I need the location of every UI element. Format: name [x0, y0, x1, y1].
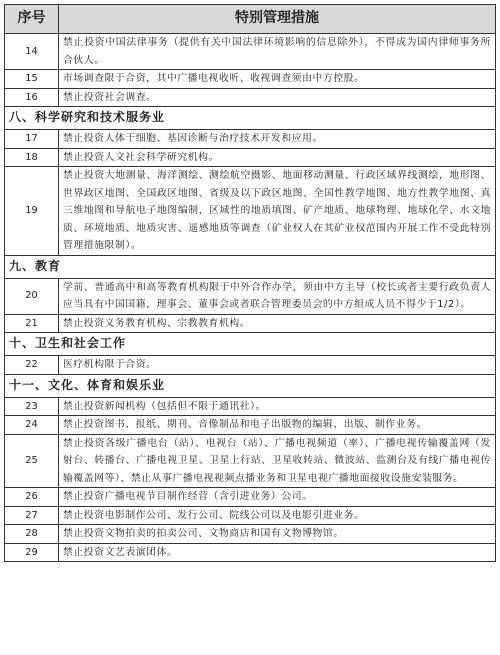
row-number: 16	[5, 88, 59, 107]
row-number: 15	[5, 70, 59, 89]
row-number: 25	[5, 434, 59, 488]
row-number: 24	[5, 416, 59, 435]
table-body	[5, 34, 496, 562]
row-number: 18	[5, 148, 59, 167]
row-number: 22	[5, 356, 59, 375]
table-row	[5, 525, 496, 544]
measure-text: 禁止投资各级广播电台（站）、电视台（站）、广播电视频道（率）、广播电视传输覆盖网（发射台、转播台、广播电视卫星、卫星上行站、卫星收转站、微波站、监测台及有线广播电视传输覆盖网等），禁止从事广播电视视频点播业务和卫星电视广播地面接收设施安装服务。	[59, 434, 496, 488]
section-heading-row	[5, 107, 496, 130]
measure-text: 禁止投资文物拍卖的拍卖公司、文物商店和国有文物博物馆。	[59, 525, 496, 544]
measure-text: 禁止投资中国法律事务（提供有关中国法律环境影响的信息除外），不得成为国内律师事务所合伙人。	[59, 34, 496, 70]
section-heading: 十一、文化、体育和娱乐业	[5, 374, 496, 397]
measure-text: 禁止投资新闻机构（包括但不限于通讯社）。	[59, 397, 496, 416]
measure-text: 禁止投资文艺表演团体。	[59, 543, 496, 562]
measure-text: 禁止投资义务教育机构、宗教教育机构。	[59, 314, 496, 333]
table-row	[5, 314, 496, 333]
table-row	[5, 278, 496, 314]
table-row	[5, 88, 496, 107]
measures-table	[4, 4, 496, 562]
measure-text: 禁止投资大地测量、海洋测绘、测绘航空摄影、地面移动测量、行政区域界线测绘，地形图、世界政区地图、全国政区地图、省级及以下政区地图、全国性教学地图、地方性教学地图、真三维地图和导航电子地图编制，区域性的地质填图、矿产地质、地球物理、地球化学、水文地质、环境地质、地质灾害、遥感地质等调查（矿业权人在其矿业权范围内开展工作不受此特别管理措施限制）。	[59, 167, 496, 256]
measure-text: 禁止投资图书、报纸、期刊、音像制品和电子出版物的编辑、出版、制作业务。	[59, 416, 496, 435]
measure-text: 禁止投资社会调查。	[59, 88, 496, 107]
table-header-row	[5, 5, 496, 34]
row-number: 21	[5, 314, 59, 333]
section-heading: 八、科学研究和技术服务业	[5, 107, 496, 130]
table-row	[5, 434, 496, 488]
table-row	[5, 488, 496, 507]
measure-text: 医疗机构限于合资。	[59, 356, 496, 375]
section-heading: 九、教育	[5, 255, 496, 278]
section-heading-row	[5, 374, 496, 397]
table-row	[5, 34, 496, 70]
table-row	[5, 70, 496, 89]
header-measures: 特别管理措施	[59, 5, 496, 34]
section-heading-row	[5, 255, 496, 278]
row-number: 27	[5, 506, 59, 525]
table-row	[5, 356, 496, 375]
row-number: 29	[5, 543, 59, 562]
row-number: 23	[5, 397, 59, 416]
row-number: 14	[5, 34, 59, 70]
table-row	[5, 130, 496, 149]
table-row	[5, 506, 496, 525]
table-row	[5, 148, 496, 167]
row-number: 20	[5, 278, 59, 314]
section-heading: 十、卫生和社会工作	[5, 333, 496, 356]
row-number: 26	[5, 488, 59, 507]
measure-text: 学前、普通高中和高等教育机构限于中外合作办学，须由中方主导（校长或者主要行政负责人应当具有中国国籍，理事会、董事会或者联合管理委员会的中方组成人员不得少于1/2）。	[59, 278, 496, 314]
measure-text: 禁止投资人文社会科学研究机构。	[59, 148, 496, 167]
header-no: 序号	[5, 5, 59, 34]
row-number: 19	[5, 167, 59, 256]
table-row	[5, 167, 496, 256]
table-row	[5, 543, 496, 562]
row-number: 28	[5, 525, 59, 544]
measure-text: 禁止投资电影制作公司、发行公司、院线公司以及电影引进业务。	[59, 506, 496, 525]
row-number: 17	[5, 130, 59, 149]
measure-text: 市场调查限于合资，其中广播电视收听、收视调查须由中方控股。	[59, 70, 496, 89]
measure-text: 禁止投资广播电视节目制作经营（含引进业务）公司。	[59, 488, 496, 507]
measure-text: 禁止投资人体干细胞、基因诊断与治疗技术开发和应用。	[59, 130, 496, 149]
section-heading-row	[5, 333, 496, 356]
table-row	[5, 397, 496, 416]
table-row	[5, 416, 496, 435]
